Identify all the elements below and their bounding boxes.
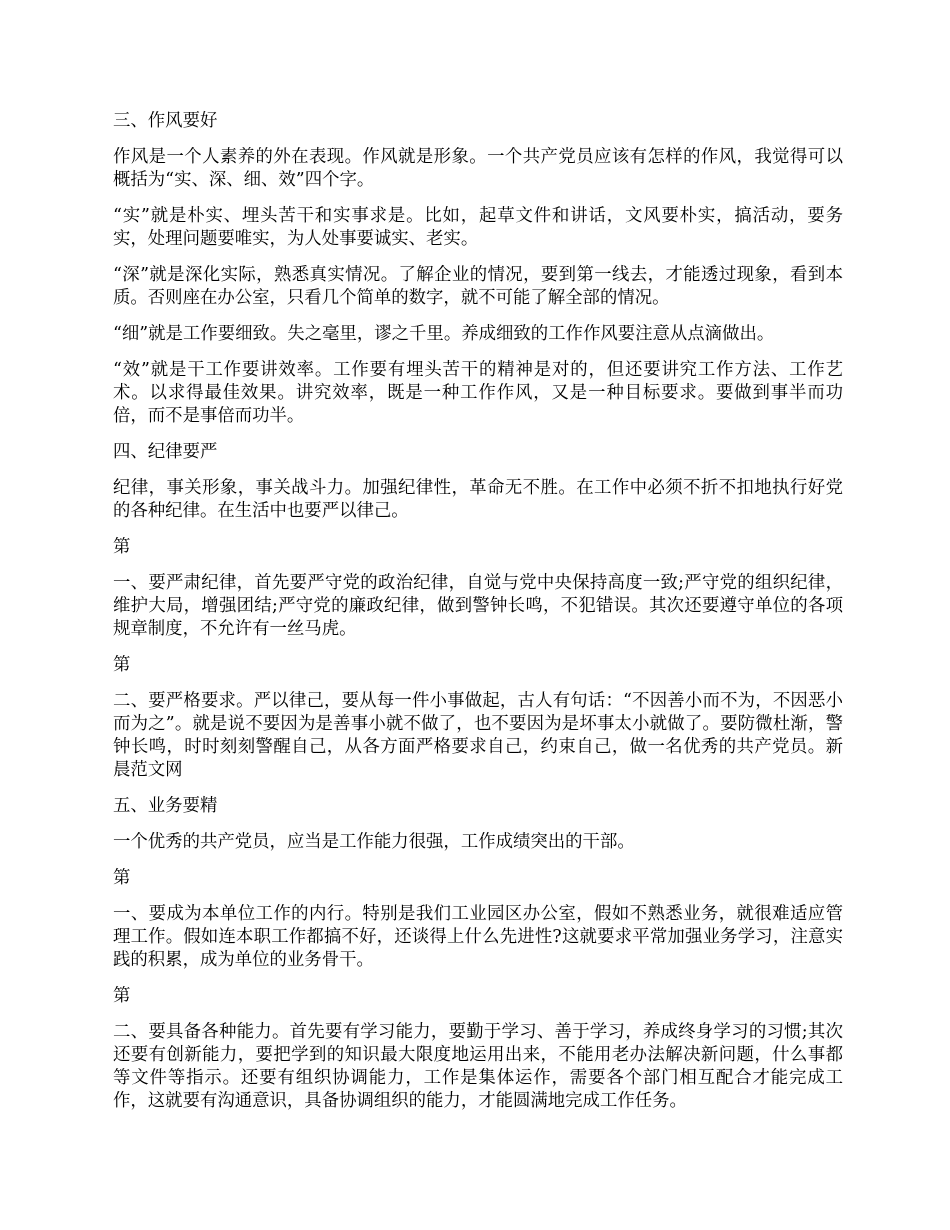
paragraph-di-marker: 第 (113, 537, 131, 557)
paragraph-shen: “深”就是深化实际，熟悉真实情况。了解企业的情况，要到第一线去，才能透过现象，看到本质。否则座在办公室，只看几个简单的数字，就不可能了解全部的情况。 (113, 265, 843, 308)
paragraph-di-marker: 第 (113, 655, 131, 675)
paragraph-xi: “细”就是工作要细致。失之毫里，谬之千里。养成细致的工作作风要注意从点滴做出。 (113, 324, 775, 344)
paragraph-style-intro: 作风是一个人素养的外在表现。作风就是形象。一个共产党员应该有怎样的作风，我觉得可以概括为“实、深、细、效”四个字。 (113, 147, 843, 190)
paragraph-shi: “实”就是朴实、埋头苦干和实事求是。比如，起草文件和讲话，文风要朴实，搞活动，要务实，处理问题要唯实，为人处事要诚实、老实。 (113, 206, 843, 249)
paragraph-discipline-1: 一、要严肃纪律，首先要严守党的政治纪律，自觉与党中央保持高度一致;严守党的组织纪律，维护大局，增强团结;严守党的廉政纪律，做到警钟长鸣，不犯错误。其次还要遵守单位的各项规章制度，不允许有一丝马虎。 (113, 573, 843, 639)
paragraph-xiao: “效”就是干工作要讲效率。工作要有埋头苦干的精神是对的，但还要讲究工作方法、工作艺术。以求得最佳效果。讲究效率，既是一种工作作风，又是一种目标要求。要做到事半而功倍，而不是事倍而功半。 (113, 360, 843, 426)
paragraph-di-marker: 第 (113, 868, 131, 888)
paragraph-discipline-intro: 纪律，事关形象，事关战斗力。加强纪律性，革命无不胜。在工作中必须不折不扣地执行好党的各种纪律。在生活中也要严以律己。 (113, 478, 843, 521)
paragraph-discipline-2: 二、要严格要求。严以律己，要从每一件小事做起，古人有句话：“不因善小而不为，不因恶小而为之”。就是说不要因为是善事小就不做了，也不要因为是坏事太小就做了。要防微杜渐，警钟长鸣，时时刻刻警醒自己，从各方面严格要求自己，约束自己，做一名优秀的共产党员。新晨范文网 (113, 691, 843, 780)
paragraph-business-2: 二、要具备各种能力。首先要有学习能力，要勤于学习、善于学习，养成终身学习的习惯;其次还要有创新能力，要把学到的知识最大限度地运用出来，不能用老办法解决新问题，什么事都等文件等指示。还要有组织协调能力，工作是集体运作，需要各个部门相互配合才能完成工作，这就要有沟通意识，具备协调组织的能力，才能圆满地完成工作任务。 (113, 1022, 843, 1111)
paragraph-business-1: 一、要成为本单位工作的内行。特别是我们工业园区办公室，假如不熟悉业务，就很难适应管理工作。假如连本职工作都搞不好，还谈得上什么先进性?这就要求平常加强业务学习，注意实践的积累，成为单位的业务骨干。 (113, 904, 843, 970)
section-heading-business: 五、业务要精 (113, 796, 218, 816)
section-heading-style: 三、作风要好 (113, 111, 218, 131)
document-body (113, 110, 843, 1126)
paragraph-business-intro: 一个优秀的共产党员，应当是工作能力很强，工作成绩突出的干部。 (113, 832, 635, 852)
section-heading-discipline: 四、纪律要严 (113, 442, 218, 462)
paragraph-di-marker: 第 (113, 986, 131, 1006)
